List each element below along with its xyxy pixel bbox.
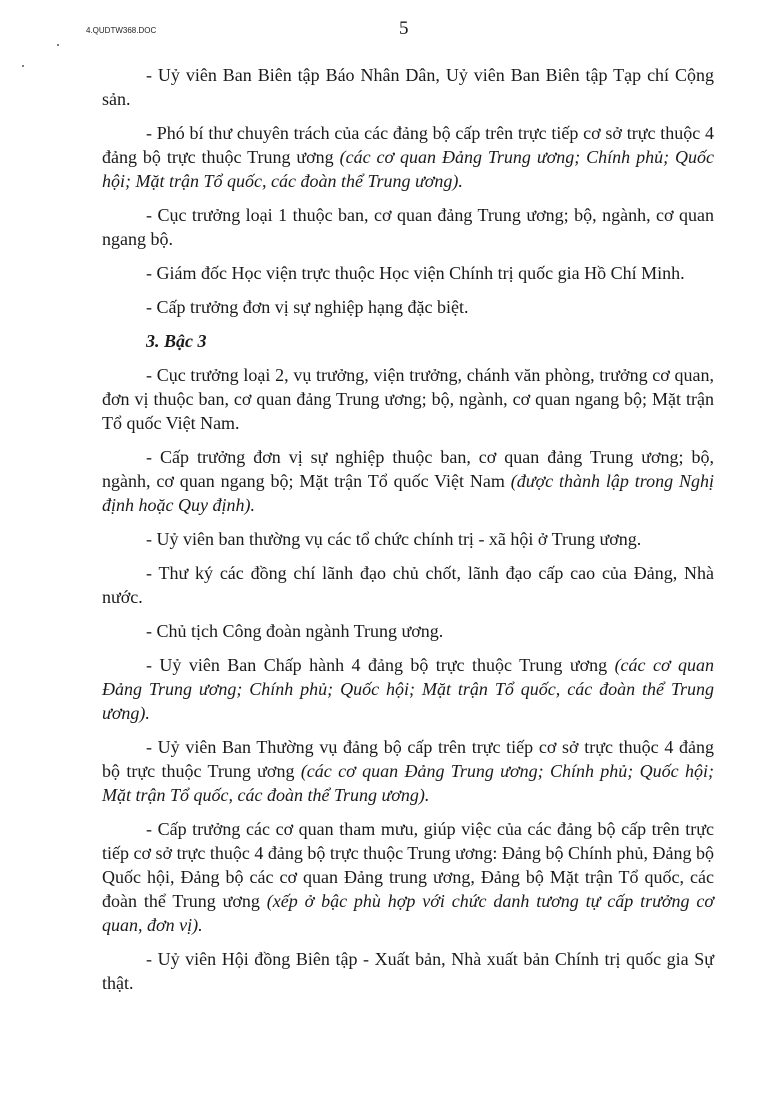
paragraph: - Phó bí thư chuyên trách của các đảng bộ cấp trên trực tiếp cơ sở trực thuộc 4 đảng bộ trực thuộc Trung ương (các cơ quan Đảng Trung ương; Chính phủ; Quốc hội; Mặt trận Tổ quốc, các đoàn thể Trung ương).	[102, 123, 715, 191]
paragraph: - Uỷ viên Ban Thường vụ đảng bộ cấp trên trực tiếp cơ sở trực thuộc 4 đảng bộ trực thuộc Trung ương (các cơ quan Đảng Trung ương; Chính phủ; Quốc hội; Mặt trận Tổ quốc, các đoàn thể Trung ương).	[102, 737, 714, 805]
paragraph: - Uỷ viên Hội đồng Biên tập - Xuất bản, Nhà xuất bản Chính trị quốc gia Sự thật.	[102, 949, 714, 993]
paragraph: - Cấp trưởng đơn vị sự nghiệp hạng đặc biệt.	[146, 297, 469, 317]
document-file-name: 4.QUDTW368.DOC	[86, 26, 157, 35]
section-heading: 3. Bậc 3	[146, 331, 207, 351]
document-body	[102, 63, 714, 1005]
paragraph: - Cấp trưởng đơn vị sự nghiệp thuộc ban, cơ quan đảng Trung ương; bộ, ngành, cơ quan ngang bộ; Mặt trận Tổ quốc Việt Nam (được thành lập trong Nghị định hoặc Quy định).	[102, 447, 714, 515]
paragraph: - Cấp trưởng các cơ quan tham mưu, giúp việc của các đảng bộ cấp trên trực tiếp cơ sở trực thuộc 4 đảng bộ trực thuộc Trung ương: Đảng bộ Chính phủ, Đảng bộ Quốc hội, Đảng bộ các cơ quan Đảng trung ương, Đảng bộ Mặt trận Tổ quốc, các đoàn thể Trung ương (xếp ở bậc phù hợp với chức danh tương tự cấp trưởng cơ quan, đơn vị).	[102, 819, 714, 935]
paragraph: - Cục trưởng loại 2, vụ trưởng, viện trưởng, chánh văn phòng, trưởng cơ quan, đơn vị thuộc ban, cơ quan đảng Trung ương; bộ, ngành, cơ quan ngang bộ; Mặt trận Tổ quốc Việt Nam.	[102, 365, 714, 433]
paragraph: - Cục trưởng loại 1 thuộc ban, cơ quan đảng Trung ương; bộ, ngành, cơ quan ngang bộ.	[102, 205, 714, 249]
paragraph: - Chủ tịch Công đoàn ngành Trung ương.	[146, 621, 444, 641]
paragraph: - Thư ký các đồng chí lãnh đạo chủ chốt, lãnh đạo cấp cao của Đảng, Nhà nước.	[102, 563, 714, 607]
scan-speck	[57, 44, 59, 46]
page-number: 5	[399, 18, 409, 39]
paragraph: - Uỷ viên Ban Chấp hành 4 đảng bộ trực thuộc Trung ương (các cơ quan Đảng Trung ương; Chính phủ; Quốc hội; Mặt trận Tổ quốc, các đoàn thể Trung ương).	[102, 655, 714, 723]
paragraph: - Giám đốc Học viện trực thuộc Học viện Chính trị quốc gia Hồ Chí Minh.	[146, 263, 685, 283]
paragraph: - Uỷ viên ban thường vụ các tổ chức chính trị - xã hội ở Trung ương.	[146, 529, 642, 549]
scan-speck	[22, 65, 24, 67]
paragraph: - Uỷ viên Ban Biên tập Báo Nhân Dân, Uỷ viên Ban Biên tập Tạp chí Cộng sản.	[102, 65, 714, 109]
